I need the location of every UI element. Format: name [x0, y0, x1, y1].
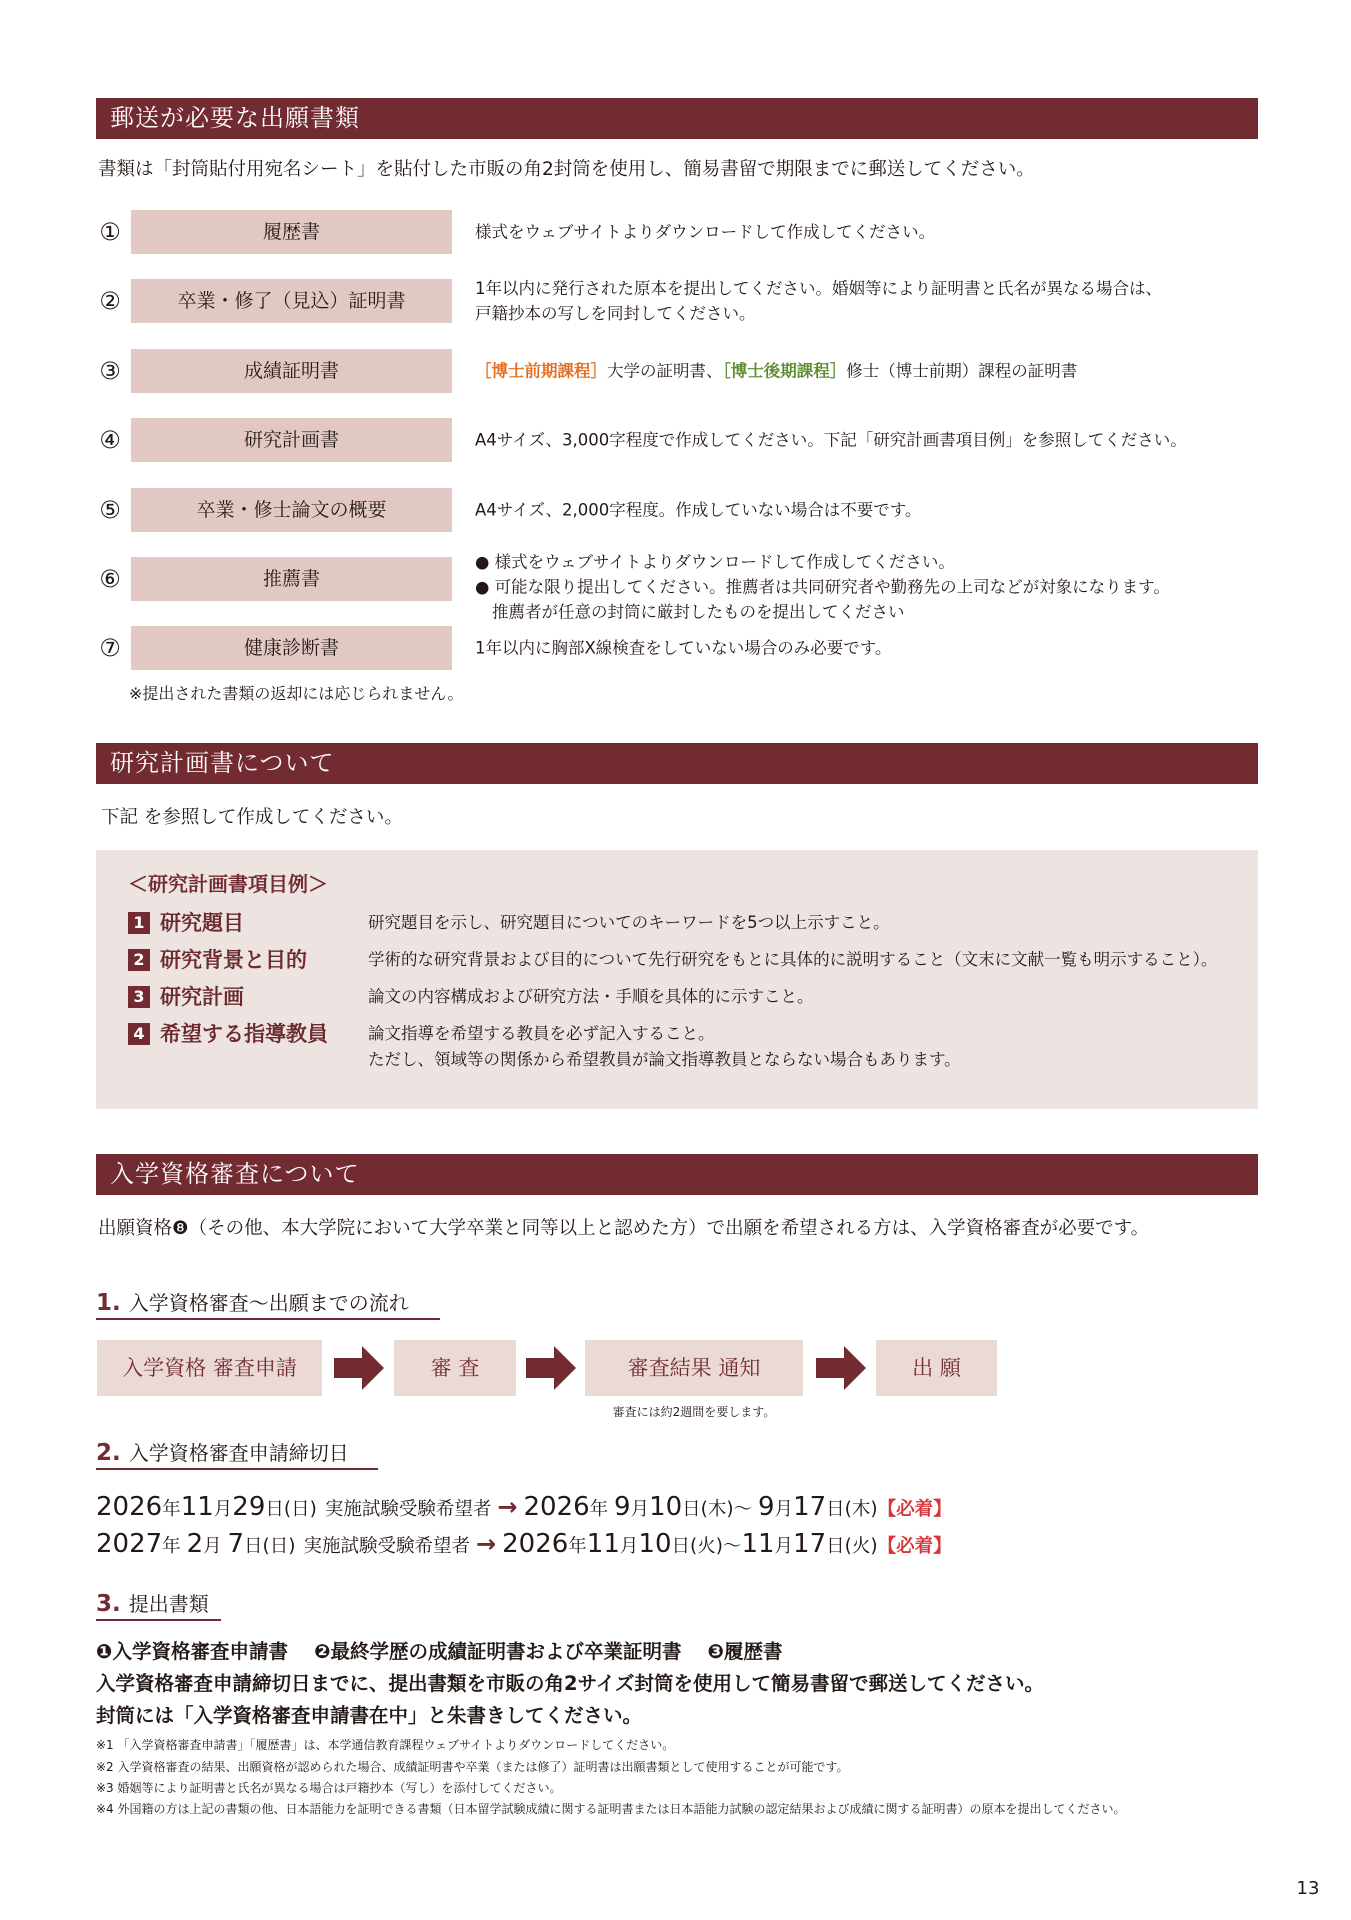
flow-arrow-icon [526, 1346, 576, 1390]
description-text: 大学の証明書、 [607, 361, 723, 381]
document-item: ❶入学資格審査申請書 [96, 1640, 289, 1663]
flow-step-application: 入学資格 審査申請 [97, 1340, 322, 1396]
section-title-research-plan: 研究計画書について [96, 743, 1258, 784]
example-item-number: 3 [128, 986, 150, 1008]
must-arrive-badge: 【必着】 [877, 1536, 952, 1557]
doc-row-label: 卒業・修士論文の概要 [131, 488, 452, 532]
example-item [128, 945, 1248, 975]
envelope-instruction: 封筒には「入学資格審査申請書在中」と朱書きしてください。 [96, 1704, 643, 1727]
doc-row-number: ③ [99, 357, 121, 385]
description-line: ただし、領域等の関係から希望教員が論文指導教員とならない場合もあります。 [368, 1050, 961, 1069]
research-plan-example-box [96, 850, 1258, 1109]
doc-row-number: ① [99, 218, 121, 246]
doc-row-research-plan [96, 418, 1258, 462]
page-number: 13 [1296, 1878, 1320, 1899]
exam-period: 2026年11月10日(火)～11月17日(火) [502, 1529, 878, 1559]
footnote: ※2 入学資格審査の結果、出願資格が認められた場合、成績証明書や卒業（または修了）証明書は出願書類として使用することが可能です。 [96, 1760, 849, 1774]
research-plan-intro: 下記 を参照して作成してください。 [101, 807, 403, 828]
description-line: 学術的な研究背景および目的について先行研究をもとに具体的に説明すること（文末に文献一覧も明示すること）。 [368, 950, 1218, 969]
doc-row-label: 研究計画書 [131, 418, 452, 462]
doc-row-number: ⑦ [99, 634, 121, 662]
description-line: 研究題目を示し、研究題目についてのキーワードを5つ以上示すこと。 [368, 913, 890, 932]
doc-row-thesis-summary [96, 488, 1258, 532]
document-item: ❷最終学歴の成績証明書および卒業証明書 [314, 1640, 682, 1663]
deadline-row [96, 1490, 952, 1527]
section-title-admission-review: 入学資格審査について [96, 1154, 1258, 1195]
must-arrive-badge: 【必着】 [877, 1499, 952, 1520]
subheading-title: 入学資格審査～出願までの流れ [128, 1291, 409, 1315]
footnote: ※1 「入学資格審査申請書」「履歴書」は、本学通信教育課程ウェブサイトよりダウンロードしてください。 [96, 1738, 675, 1752]
example-item-description [368, 947, 1217, 973]
doc-row-description [475, 550, 1170, 625]
doc-row-label: 推薦書 [131, 557, 452, 601]
example-item-number: 4 [128, 1023, 150, 1045]
subheading-number: 1. [96, 1290, 121, 1316]
subheading-title: 入学資格審査申請締切日 [128, 1441, 349, 1465]
doc-row-description [475, 498, 921, 523]
description-line: 戸籍抄本の写しを同封してください。 [475, 304, 756, 323]
example-item-label: 研究計画 [160, 985, 244, 1009]
example-item [128, 1019, 1248, 1069]
footnote: ※4 外国籍の方は上記の書類の他、日本語能力を証明できる書類（日本留学試験成績に関する証明書または日本語能力試験の認定結果および成績に関する証明書）の原本を提出してください。 [96, 1802, 1126, 1816]
section-title-mail-docs: 郵送が必要な出願書類 [96, 98, 1258, 139]
doc-row-description [475, 636, 891, 661]
admission-review-intro: 出願資格❽（その他、本大学院において大学卒業と同等以上と認めた方）で出願を希望される方は、入学資格審査が必要です。 [98, 1218, 1150, 1239]
doc-row-description [475, 428, 1187, 453]
doc-row-resume [96, 210, 1258, 254]
example-item-label: 研究題目 [160, 911, 244, 935]
return-note: ※提出された書類の返却には応じられません。 [129, 684, 464, 703]
example-item [128, 982, 1248, 1012]
example-item-label: 希望する指導教員 [160, 1022, 328, 1046]
doc-row-health-certificate [96, 626, 1258, 670]
description-line: 論文指導を希望する教員を必ず記入すること。 [368, 1024, 715, 1043]
description-line: A4サイズ、3,000字程度で作成してください。下記「研究計画書項目例」を参照してください。 [475, 430, 1187, 450]
master-course-tag: ［博士前期課程］ [475, 361, 607, 381]
mail-docs-intro: 書類は「封筒貼付用宛名シート」を貼付した市販の角2封筒を使用し、簡易書留で期限までに郵送してください。 [98, 159, 1035, 180]
document-item: ❸履歴書 [707, 1640, 783, 1663]
doc-row-transcript [96, 349, 1258, 393]
example-item-description [368, 910, 890, 936]
deadline-target: 実施試験受験希望者 [324, 1499, 492, 1520]
description-line: 推薦者が任意の封筒に厳封したものを提出してください [492, 602, 905, 622]
doc-row-number: ② [99, 287, 121, 315]
subheading-number: 3. [96, 1591, 121, 1617]
doc-row-number: ④ [99, 426, 121, 454]
subheading-title: 提出書類 [128, 1592, 209, 1616]
arrow-icon: → [476, 1530, 497, 1558]
flow-arrow-icon [334, 1346, 384, 1390]
description-line: 1年以内に胸部X線検査をしていない場合のみ必要です。 [475, 638, 892, 658]
description-text: 修士（博士前期）課程の証明書 [846, 361, 1078, 381]
example-item-description [368, 1021, 961, 1073]
description-line: A4サイズ、2,000字程度。作成していない場合は不要です。 [475, 500, 922, 520]
example-item [128, 908, 1248, 938]
flow-caption: 審査には約2週間を要します。 [612, 1405, 776, 1419]
exam-period: 2026年 9月10日(木)～ 9月17日(木) [523, 1492, 878, 1522]
doc-row-number: ⑤ [99, 496, 121, 524]
footnote: ※3 婚姻等により証明書と氏名が異なる場合は戸籍抄本（写し）を添付してください。 [96, 1781, 562, 1795]
flow-step-review: 審 査 [394, 1340, 516, 1396]
doc-row-number: ⑥ [99, 565, 121, 593]
arrow-icon: → [497, 1493, 518, 1521]
doc-row-description [475, 359, 1077, 384]
doctor-course-tag: ［博士後期課程］ [722, 361, 847, 381]
example-box-title: ＜研究計画書項目例＞ [128, 872, 328, 896]
flow-arrow-icon [816, 1346, 866, 1390]
doc-row-recommendation [96, 552, 1258, 622]
deadline-date: 2026年11月29日(日) [96, 1492, 317, 1522]
doc-row-description [475, 220, 935, 245]
description-line: 1年以内に発行された原本を提出してください。婚姻等により証明書と氏名が異なる場合は、 [475, 279, 1162, 298]
subheading-number: 2. [96, 1440, 121, 1466]
flow-step-result-notice: 審査結果 通知 [585, 1340, 803, 1396]
description-bullet: ● 様式をウェブサイトよりダウンロードして作成してください。 [475, 552, 955, 572]
doc-row-label: 履歴書 [131, 210, 452, 254]
subheading-documents [96, 1589, 221, 1621]
subheading-flow [96, 1288, 440, 1320]
description-line: 様式をウェブサイトよりダウンロードして作成してください。 [475, 222, 936, 242]
doc-row-label: 卒業・修了（見込）証明書 [131, 279, 452, 323]
required-documents-list [96, 1638, 783, 1666]
description-line: 論文の内容構成および研究方法・手順を具体的に示すこと。 [368, 987, 814, 1006]
deadline-row [96, 1527, 952, 1564]
doc-row-description [475, 276, 1162, 326]
deadline-date: 2027年 2月 7日(日) [96, 1529, 296, 1559]
mailing-instruction: 入学資格審査申請締切日までに、提出書類を市販の角2サイズ封筒を使用して簡易書留で郵送してください。 [96, 1672, 1045, 1695]
flow-step-apply: 出 願 [876, 1340, 997, 1396]
example-item-number: 1 [128, 912, 150, 934]
deadline-target: 実施試験受験希望者 [303, 1536, 470, 1557]
doc-row-graduation-certificate [96, 279, 1258, 323]
description-bullet: ● 可能な限り提出してください。推薦者は共同研究者や勤務先の上司などが対象になります。 [475, 577, 1170, 597]
example-item-description [368, 984, 814, 1010]
example-item-number: 2 [128, 949, 150, 971]
subheading-deadline [96, 1438, 378, 1470]
doc-row-label: 成績証明書 [131, 349, 452, 393]
example-item-label: 研究背景と目的 [160, 948, 307, 972]
doc-row-label: 健康診断書 [131, 626, 452, 670]
